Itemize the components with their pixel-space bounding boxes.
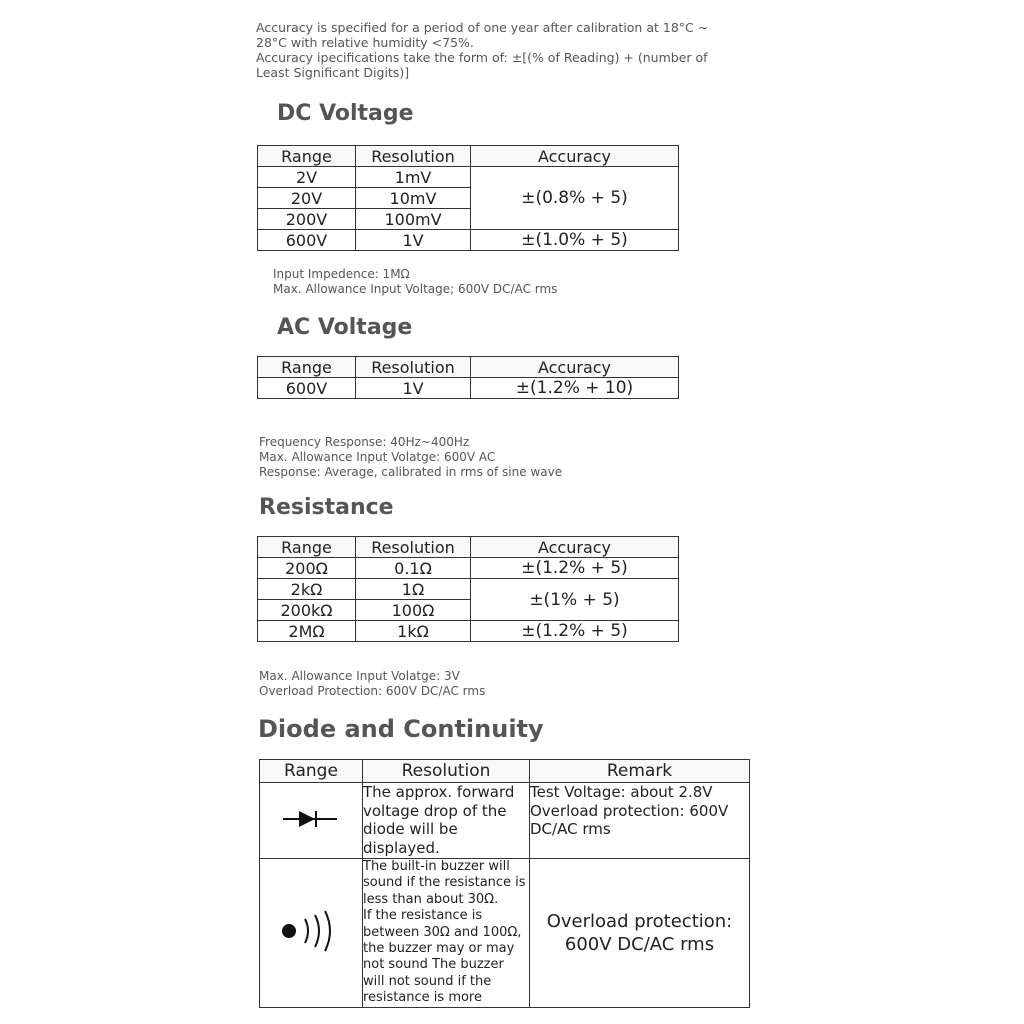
accuracy-cell: ±(0.8% + 5) bbox=[471, 167, 679, 230]
resistance-title: Resistance bbox=[259, 495, 394, 520]
column-header: Range bbox=[258, 146, 356, 167]
ac-voltage-title: AC Voltage bbox=[277, 315, 413, 340]
diode-continuity-table bbox=[259, 759, 750, 1008]
range-cell: 2MΩ bbox=[258, 621, 356, 642]
column-header: Range bbox=[258, 357, 356, 378]
buzzer-icon bbox=[279, 908, 343, 954]
column-header: Range bbox=[260, 760, 363, 783]
ac-voltage-table bbox=[257, 356, 679, 399]
ac-voltage-notes: Frequency Response: 40Hz~400Hz Max. Allowance Input Volatge: 600V AC Response: Average, calibrated in rms of sine wave bbox=[259, 435, 563, 479]
range-cell bbox=[260, 783, 363, 859]
column-header: Range bbox=[258, 537, 356, 558]
column-header: Resolution bbox=[356, 537, 471, 558]
resolution-cell: 1V bbox=[356, 378, 471, 399]
resolution-cell: The approx. forward voltage drop of the diode will be displayed. bbox=[363, 783, 530, 859]
column-header: Resolution bbox=[363, 760, 530, 783]
resistance-notes: Max. Allowance Input Volatge: 3V Overload Protection: 600V DC/AC rms bbox=[259, 669, 486, 698]
resolution-cell: 100Ω bbox=[356, 600, 471, 621]
range-cell: 2V bbox=[258, 167, 356, 188]
accuracy-cell: ±(1.2% + 5) bbox=[471, 558, 679, 579]
resolution-cell: 10mV bbox=[356, 188, 471, 209]
diode-continuity-title: Diode and Continuity bbox=[258, 715, 544, 743]
accuracy-cell: ±(1.2% + 10) bbox=[471, 378, 679, 399]
table-row bbox=[260, 859, 750, 1008]
range-cell: 200V bbox=[258, 209, 356, 230]
resolution-cell: 100mV bbox=[356, 209, 471, 230]
range-cell: 600V bbox=[258, 230, 356, 251]
table-row bbox=[258, 167, 679, 188]
resistance-table bbox=[257, 536, 679, 642]
table-header-row bbox=[260, 760, 750, 783]
table-header-row bbox=[258, 357, 679, 378]
resolution-cell: 0.1Ω bbox=[356, 558, 471, 579]
range-cell bbox=[260, 859, 363, 1008]
column-header: Accuracy bbox=[471, 537, 679, 558]
table-row bbox=[258, 378, 679, 399]
dc-voltage-notes: Input Impedence: 1MΩ Max. Allowance Input Voltage; 600V DC/AC rms bbox=[273, 267, 558, 296]
column-header: Resolution bbox=[356, 357, 471, 378]
remark-cell: Test Voltage: about 2.8V Overload protection: 600V DC/AC rms bbox=[530, 783, 750, 859]
range-cell: 200Ω bbox=[258, 558, 356, 579]
resolution-cell: The built-in buzzer will sound if the resistance is less than about 30Ω. If the resistance is between 30Ω and 100Ω, the buzzer may or may not sound The buzzer will not sound if the resistance is more bbox=[363, 859, 530, 1008]
column-header: Accuracy bbox=[471, 357, 679, 378]
column-header: Accuracy bbox=[471, 146, 679, 167]
column-header: Remark bbox=[530, 760, 750, 783]
range-cell: 600V bbox=[258, 378, 356, 399]
table-row bbox=[260, 783, 750, 859]
accuracy-cell: ±(1.0% + 5) bbox=[471, 230, 679, 251]
diode-icon bbox=[281, 807, 341, 831]
accuracy-intro-line1: Accuracy is specified for a period of one year after calibration at 18°C ~ 28°C with relative humidity <75%. bbox=[256, 20, 709, 50]
dc-voltage-title: DC Voltage bbox=[277, 101, 414, 126]
table-row bbox=[258, 579, 679, 600]
column-header: Resolution bbox=[356, 146, 471, 167]
table-row bbox=[258, 230, 679, 251]
resolution-cell: 1V bbox=[356, 230, 471, 251]
resolution-cell: 1Ω bbox=[356, 579, 471, 600]
table-header-row bbox=[258, 146, 679, 167]
accuracy-cell: ±(1.2% + 5) bbox=[471, 621, 679, 642]
accuracy-cell: ±(1% + 5) bbox=[471, 579, 679, 621]
dc-voltage-table bbox=[257, 145, 679, 251]
accuracy-intro bbox=[256, 20, 726, 80]
resolution-cell: 1mV bbox=[356, 167, 471, 188]
remark-cell: Overload protection: 600V DC/AC rms bbox=[530, 859, 750, 1008]
range-cell: 200kΩ bbox=[258, 600, 356, 621]
range-cell: 20V bbox=[258, 188, 356, 209]
table-row bbox=[258, 621, 679, 642]
accuracy-intro-line2: Accuracy ipecifications take the form of: ±[(% of Reading) + (number of Least Significant Digits)] bbox=[256, 50, 708, 80]
range-cell: 2kΩ bbox=[258, 579, 356, 600]
resolution-cell: 1kΩ bbox=[356, 621, 471, 642]
table-header-row bbox=[258, 537, 679, 558]
table-row bbox=[258, 558, 679, 579]
